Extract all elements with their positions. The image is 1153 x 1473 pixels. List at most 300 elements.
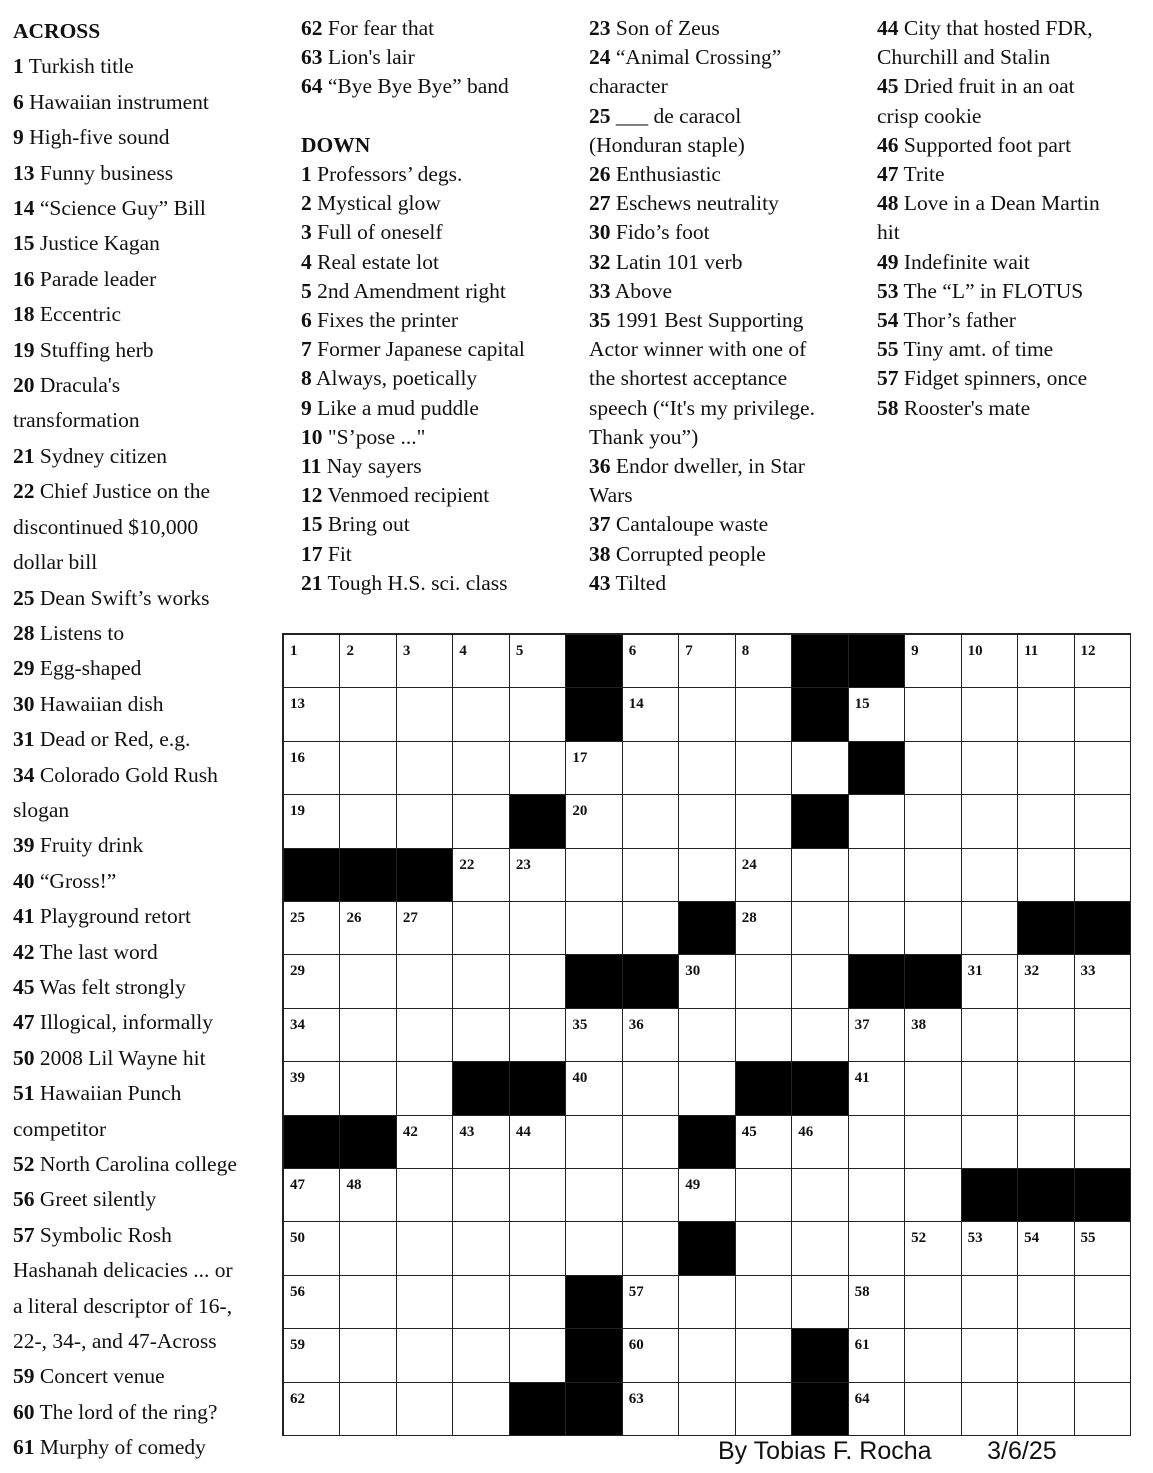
clue-text: Actor winner with one of — [589, 337, 807, 362]
clue-text: City that hosted FDR, — [903, 16, 1093, 40]
grid-cell[interactable] — [792, 742, 848, 795]
grid-cell[interactable] — [736, 742, 792, 795]
grid-cell[interactable] — [736, 1222, 792, 1275]
grid-cell[interactable] — [905, 902, 961, 955]
grid-cell[interactable] — [1075, 1222, 1131, 1275]
grid-cell[interactable] — [397, 635, 453, 688]
grid-cell[interactable] — [849, 1116, 905, 1169]
clue-text: “Bye Bye Bye” band — [327, 74, 509, 99]
grid-cell[interactable] — [905, 1062, 961, 1115]
clue-continuation — [13, 793, 237, 828]
grid-cell[interactable] — [510, 688, 566, 741]
grid-cell[interactable] — [1075, 1276, 1131, 1329]
grid-cell[interactable] — [736, 1009, 792, 1062]
grid-cell[interactable] — [510, 1169, 566, 1222]
clue-number: 14 — [13, 196, 35, 221]
grid-cell[interactable] — [849, 1222, 905, 1275]
clue — [13, 722, 237, 757]
grid-cell[interactable] — [849, 1062, 905, 1115]
clue-text: competitor — [13, 1116, 107, 1141]
grid-cell[interactable] — [453, 902, 509, 955]
clue-text: transformation — [13, 408, 140, 433]
grid-cell[interactable] — [736, 902, 792, 955]
grid-cell[interactable] — [679, 635, 735, 688]
cell-number: 34 — [290, 1016, 305, 1033]
black-square — [962, 1169, 1018, 1222]
grid-cell[interactable] — [736, 1276, 792, 1329]
grid-cell[interactable] — [453, 1383, 509, 1436]
grid-cell[interactable] — [905, 849, 961, 902]
grid-cell[interactable] — [736, 635, 792, 688]
grid-cell[interactable] — [397, 742, 453, 795]
grid-cell[interactable] — [566, 1169, 622, 1222]
clue — [589, 306, 815, 335]
clue — [301, 14, 525, 43]
grid-cell[interactable] — [962, 1062, 1018, 1115]
grid-cell[interactable] — [340, 1383, 396, 1436]
grid-cell[interactable] — [453, 635, 509, 688]
grid-cell[interactable] — [792, 1009, 848, 1062]
grid-cell[interactable] — [962, 1222, 1018, 1275]
clue — [13, 1430, 237, 1465]
grid-cell[interactable] — [679, 1062, 735, 1115]
grid-cell[interactable] — [1075, 1009, 1131, 1062]
grid-cell[interactable] — [510, 742, 566, 795]
grid-cell[interactable] — [623, 1383, 679, 1436]
grid-cell[interactable] — [510, 902, 566, 955]
grid-cell[interactable] — [340, 1222, 396, 1275]
clue-number: 53 — [877, 278, 899, 303]
black-square — [792, 635, 848, 688]
clue — [589, 452, 815, 481]
grid-cell[interactable] — [849, 1329, 905, 1382]
grid-cell[interactable] — [566, 902, 622, 955]
clue-text: slogan — [13, 797, 70, 822]
grid-cell[interactable] — [623, 1276, 679, 1329]
grid-cell[interactable] — [905, 1009, 961, 1062]
grid-cell[interactable] — [679, 1009, 735, 1062]
clue-text: 2nd Amendment right — [317, 278, 506, 303]
grid-cell[interactable] — [340, 1329, 396, 1382]
clue-number: 54 — [877, 308, 899, 333]
grid-cell[interactable] — [905, 742, 961, 795]
grid-cell[interactable] — [510, 1329, 566, 1382]
grid-cell[interactable] — [284, 955, 340, 1008]
grid-cell[interactable] — [340, 1009, 396, 1062]
clue-number: 45 — [13, 974, 35, 999]
clue-text: Listens to — [39, 620, 125, 645]
black-square — [510, 1383, 566, 1436]
black-square — [792, 1329, 848, 1382]
clue-text: Chief Justice on the — [39, 479, 211, 504]
grid-cell[interactable] — [397, 795, 453, 848]
grid-cell[interactable] — [284, 1222, 340, 1275]
cell-number: 62 — [290, 1390, 305, 1407]
grid-cell[interactable] — [962, 955, 1018, 1008]
grid-cell[interactable] — [397, 1116, 453, 1169]
black-square — [510, 1062, 566, 1115]
grid-cell[interactable] — [623, 1222, 679, 1275]
clue-number: 19 — [13, 337, 35, 362]
grid-cell[interactable] — [736, 1116, 792, 1169]
grid-cell[interactable] — [623, 795, 679, 848]
grid-cell[interactable] — [679, 742, 735, 795]
clue-text: Professors’ degs. — [317, 162, 463, 186]
grid-cell[interactable] — [284, 1169, 340, 1222]
grid-cell[interactable] — [510, 1276, 566, 1329]
clue-number: 57 — [13, 1222, 35, 1247]
black-square — [736, 1062, 792, 1115]
clue-text: Dried fruit in an oat — [903, 74, 1075, 99]
clue-number: 15 — [13, 231, 35, 256]
grid-cell[interactable] — [905, 1276, 961, 1329]
clue — [877, 160, 1100, 189]
grid-cell[interactable] — [397, 1329, 453, 1382]
clue-number: 42 — [13, 939, 35, 964]
grid-cell[interactable] — [453, 1276, 509, 1329]
cell-number: 64 — [854, 1390, 870, 1407]
clue-text: Illogical, informally — [39, 1010, 214, 1035]
grid-cell[interactable] — [397, 1169, 453, 1222]
cell-number: 17 — [572, 749, 588, 766]
grid-cell[interactable] — [679, 1276, 735, 1329]
clue-continuation — [589, 423, 815, 452]
grid-cell[interactable] — [623, 1169, 679, 1222]
grid-cell[interactable] — [849, 902, 905, 955]
clue-text: The last word — [39, 939, 158, 964]
clue-number: 4 — [301, 249, 312, 274]
grid-cell[interactable] — [284, 688, 340, 741]
grid-cell[interactable] — [1075, 1116, 1131, 1169]
grid-cell[interactable] — [905, 688, 961, 741]
grid-cell[interactable] — [736, 849, 792, 902]
grid-cell[interactable] — [962, 1329, 1018, 1382]
grid-cell[interactable] — [566, 849, 622, 902]
grid-cell[interactable] — [962, 1116, 1018, 1169]
crossword-grid — [282, 633, 1131, 1436]
clue-number: 51 — [13, 1081, 35, 1106]
black-square — [792, 795, 848, 848]
grid-cell[interactable] — [623, 1009, 679, 1062]
clue-text: Always, poetically — [315, 366, 478, 391]
grid-cell[interactable] — [453, 1116, 509, 1169]
grid-cell[interactable] — [397, 1276, 453, 1329]
clue — [877, 14, 1100, 43]
grid-cell[interactable] — [453, 1329, 509, 1382]
cell-number: 50 — [290, 1230, 305, 1247]
grid-cell[interactable] — [849, 688, 905, 741]
clue-text: character — [589, 74, 668, 99]
grid-cell[interactable] — [453, 1222, 509, 1275]
clue — [13, 581, 237, 616]
grid-cell[interactable] — [1075, 688, 1131, 741]
cell-number: 3 — [402, 643, 411, 659]
grid-cell[interactable] — [340, 742, 396, 795]
grid-cell[interactable] — [849, 1169, 905, 1222]
clue-text: Corrupted people — [615, 541, 766, 566]
grid-cell[interactable] — [623, 742, 679, 795]
clue-number: 9 — [301, 395, 312, 420]
grid-cell[interactable] — [340, 635, 396, 688]
clue — [13, 899, 237, 934]
grid-cell[interactable] — [453, 688, 509, 741]
grid-cell[interactable] — [849, 849, 905, 902]
grid-cell[interactable] — [340, 902, 396, 955]
grid-cell[interactable] — [679, 1383, 735, 1436]
grid-cell[interactable] — [510, 955, 566, 1008]
grid-cell[interactable] — [284, 1383, 340, 1436]
grid-cell[interactable] — [679, 849, 735, 902]
grid-cell[interactable] — [566, 1116, 622, 1169]
clue — [301, 335, 525, 364]
grid-cell[interactable] — [849, 1383, 905, 1436]
clue-text: 22-, 34-, and 47-Across — [13, 1329, 217, 1354]
grid-cell[interactable] — [1018, 795, 1074, 848]
grid-cell[interactable] — [284, 1276, 340, 1329]
grid-cell[interactable] — [905, 1116, 961, 1169]
cell-number: 20 — [572, 803, 588, 820]
grid-cell[interactable] — [397, 1222, 453, 1275]
grid-cell[interactable] — [1075, 1062, 1131, 1115]
grid-cell[interactable] — [340, 795, 396, 848]
grid-cell[interactable] — [792, 849, 848, 902]
grid-cell[interactable] — [736, 795, 792, 848]
grid-cell[interactable] — [1018, 849, 1074, 902]
grid-cell[interactable] — [510, 1009, 566, 1062]
grid-cell[interactable] — [1018, 1383, 1074, 1436]
grid-cell[interactable] — [623, 902, 679, 955]
clue — [301, 189, 525, 218]
grid-cell[interactable] — [623, 1062, 679, 1115]
grid-cell[interactable] — [453, 795, 509, 848]
grid-cell[interactable] — [284, 1009, 340, 1062]
grid-cell[interactable] — [510, 849, 566, 902]
grid-cell[interactable] — [905, 635, 961, 688]
grid-cell[interactable] — [1075, 1329, 1131, 1382]
grid-cell[interactable] — [905, 1383, 961, 1436]
grid-cell[interactable] — [1018, 688, 1074, 741]
grid-cell[interactable] — [1075, 795, 1131, 848]
grid-cell[interactable] — [962, 688, 1018, 741]
grid-cell[interactable] — [284, 1062, 340, 1115]
clue — [589, 540, 815, 569]
clue-number: 62 — [301, 16, 323, 40]
grid-cell[interactable] — [849, 1009, 905, 1062]
grid-cell[interactable] — [453, 742, 509, 795]
grid-cell[interactable] — [679, 795, 735, 848]
clue-number: 50 — [13, 1045, 35, 1070]
grid-cell[interactable] — [679, 688, 735, 741]
clue-text: Murphy of comedy — [39, 1435, 206, 1460]
grid-cell[interactable] — [736, 688, 792, 741]
clue-number: 21 — [13, 443, 35, 468]
grid-cell[interactable] — [566, 742, 622, 795]
grid-cell[interactable] — [962, 1276, 1018, 1329]
clue-text: Tiny amt. of time — [903, 337, 1054, 362]
black-square — [679, 1116, 735, 1169]
grid-cell[interactable] — [736, 955, 792, 1008]
grid-cell[interactable] — [510, 1222, 566, 1275]
clue — [877, 189, 1100, 218]
grid-cell[interactable] — [623, 1329, 679, 1382]
clue — [13, 864, 237, 899]
grid-cell[interactable] — [905, 1169, 961, 1222]
cell-number: 30 — [685, 963, 701, 980]
grid-cell[interactable] — [1075, 742, 1131, 795]
clue — [589, 189, 815, 218]
grid-cell[interactable] — [623, 688, 679, 741]
grid-cell[interactable] — [623, 635, 679, 688]
black-square — [849, 742, 905, 795]
grid-cell[interactable] — [962, 635, 1018, 688]
black-square — [679, 902, 735, 955]
grid-cell[interactable] — [510, 635, 566, 688]
clue — [301, 394, 525, 423]
grid-cell[interactable] — [623, 1116, 679, 1169]
clue-text: Funny business — [39, 160, 174, 185]
grid-cell[interactable] — [736, 1169, 792, 1222]
grid-cell[interactable] — [623, 849, 679, 902]
black-square — [792, 1383, 848, 1436]
grid-cell[interactable] — [397, 688, 453, 741]
grid-cell[interactable] — [905, 795, 961, 848]
cell-number: 43 — [459, 1123, 475, 1140]
grid-cell[interactable] — [792, 955, 848, 1008]
grid-cell[interactable] — [566, 1222, 622, 1275]
grid-cell[interactable] — [679, 1169, 735, 1222]
grid-cell[interactable] — [566, 795, 622, 848]
grid-cell[interactable] — [340, 688, 396, 741]
black-square — [566, 955, 622, 1008]
grid-cell[interactable] — [792, 1116, 848, 1169]
clue-text: discontinued $10,000 — [13, 514, 199, 539]
grid-cell[interactable] — [453, 1169, 509, 1222]
grid-cell[interactable] — [679, 955, 735, 1008]
cell-number: 4 — [459, 643, 467, 659]
grid-cell[interactable] — [284, 795, 340, 848]
clue — [13, 935, 237, 970]
grid-cell[interactable] — [284, 1329, 340, 1382]
grid-cell[interactable] — [340, 1062, 396, 1115]
grid-cell[interactable] — [736, 1383, 792, 1436]
grid-cell[interactable] — [397, 1009, 453, 1062]
grid-cell[interactable] — [962, 1009, 1018, 1062]
cell-number: 61 — [854, 1337, 870, 1354]
grid-cell[interactable] — [1075, 849, 1131, 902]
clue-number: 59 — [13, 1364, 35, 1389]
clue-text: Endor dweller, in Star — [615, 454, 805, 479]
grid-cell[interactable] — [1018, 1009, 1074, 1062]
grid-cell[interactable] — [849, 1276, 905, 1329]
clue — [13, 758, 237, 793]
grid-cell[interactable] — [962, 849, 1018, 902]
grid-cell[interactable] — [453, 1009, 509, 1062]
grid-cell[interactable] — [1018, 1329, 1074, 1382]
cell-number: 38 — [911, 1016, 927, 1033]
clue-continuation — [13, 403, 237, 438]
black-square — [566, 635, 622, 688]
grid-cell[interactable] — [1018, 635, 1074, 688]
grid-cell[interactable] — [284, 742, 340, 795]
cell-number: 33 — [1080, 963, 1096, 980]
grid-cell[interactable] — [397, 1062, 453, 1115]
black-square — [340, 849, 396, 902]
grid-cell[interactable] — [397, 955, 453, 1008]
grid-cell[interactable] — [340, 1169, 396, 1222]
clue-text: Above — [614, 278, 673, 303]
clue-continuation — [589, 131, 815, 160]
black-square — [623, 955, 679, 1008]
grid-cell[interactable] — [340, 1276, 396, 1329]
cell-number: 16 — [290, 749, 305, 766]
grid-cell[interactable] — [566, 1009, 622, 1062]
grid-cell[interactable] — [905, 1329, 961, 1382]
clue-text: Cantaloupe waste — [615, 512, 769, 537]
clue-number: 20 — [13, 373, 35, 398]
clue-number: 33 — [589, 278, 611, 303]
clue-number: 41 — [13, 904, 35, 929]
clue-text: High-five sound — [29, 125, 170, 150]
clue-text: Like a mud puddle — [317, 395, 479, 420]
grid-cell[interactable] — [679, 1329, 735, 1382]
clue — [13, 333, 237, 368]
grid-cell[interactable] — [1075, 1383, 1131, 1436]
cell-number: 13 — [290, 696, 305, 713]
grid-cell[interactable] — [849, 795, 905, 848]
clue-number: 32 — [589, 249, 611, 274]
clue-continuation — [589, 72, 815, 101]
grid-cell[interactable] — [792, 1222, 848, 1275]
clue-text: The “L” in FLOTUS — [903, 278, 1084, 303]
clue-number: 25 — [589, 103, 611, 128]
grid-cell[interactable] — [453, 955, 509, 1008]
grid-cell[interactable] — [792, 1169, 848, 1222]
clue-continuation — [13, 545, 237, 580]
grid-cell[interactable] — [1075, 955, 1131, 1008]
grid-cell[interactable] — [397, 902, 453, 955]
grid-cell[interactable] — [736, 1329, 792, 1382]
grid-cell[interactable] — [1018, 955, 1074, 1008]
grid-cell[interactable] — [792, 1276, 848, 1329]
section-heading: DOWN — [301, 132, 371, 157]
clue — [13, 1147, 237, 1182]
clue-continuation — [877, 102, 1100, 131]
grid-cell[interactable] — [340, 955, 396, 1008]
clue-number: 30 — [13, 691, 35, 716]
grid-cell[interactable] — [792, 902, 848, 955]
grid-cell[interactable] — [1018, 1116, 1074, 1169]
grid-cell[interactable] — [1018, 1062, 1074, 1115]
grid-cell[interactable] — [510, 1116, 566, 1169]
grid-cell[interactable] — [1018, 742, 1074, 795]
grid-cell[interactable] — [962, 742, 1018, 795]
grid-cell[interactable] — [453, 849, 509, 902]
grid-cell[interactable] — [284, 902, 340, 955]
grid-cell[interactable] — [962, 1383, 1018, 1436]
grid-cell[interactable] — [1075, 635, 1131, 688]
grid-cell[interactable] — [566, 1062, 622, 1115]
clue-text: Colorado Gold Rush — [39, 762, 218, 787]
cell-number: 35 — [572, 1016, 588, 1033]
grid-cell[interactable] — [1018, 1222, 1074, 1275]
grid-cell[interactable] — [962, 795, 1018, 848]
clue-number: 12 — [301, 483, 323, 508]
grid-cell[interactable] — [397, 1383, 453, 1436]
grid-cell[interactable] — [1018, 1276, 1074, 1329]
grid-cell[interactable] — [962, 902, 1018, 955]
grid-cell[interactable] — [905, 1222, 961, 1275]
grid-cell[interactable] — [284, 635, 340, 688]
